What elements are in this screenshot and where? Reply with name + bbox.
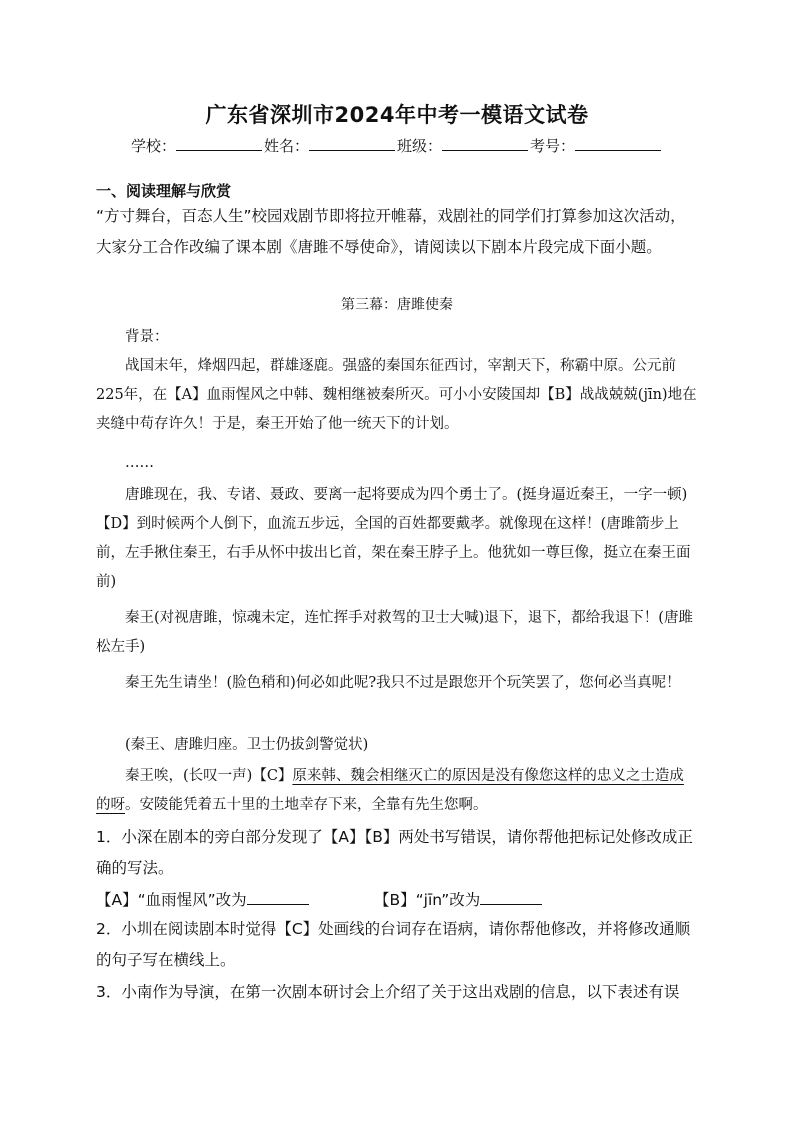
script-ellipsis: …… (125, 455, 154, 471)
question-3: 3．小南作为导演，在第一次剧本研讨会上介绍了关于这出戏剧的信息，以下表述有误 (96, 983, 680, 1001)
script-paragraph-4: (秦王、唐雎归座。卫士仍拔剑警觉状) (125, 737, 369, 753)
script-paragraph-3: 秦王先生请坐！(脸色稍和)何必如此呢?我只不过是跟您开个玩笑罢了，您何必当真呢！ (125, 675, 681, 691)
school-blank[interactable] (176, 136, 262, 151)
section-heading: 一、阅读理解与欣赏 (96, 182, 232, 200)
p5-pre: 秦王唉，(长叹一声)【C】 (125, 768, 293, 784)
script-paragraph-5 (96, 762, 698, 820)
script-background-text: 战国末年，烽烟四起，群雄逐鹿。强盛的秦国东征西讨，宰割天下，称霸中原。公元前225年，在【A】血雨惺风之中韩、魏相继被秦所灭。可小小安陵国却【B】战战兢兢(jīn)地在夹缝中苟存许久！于是，秦王开始了他一统天下的计划。 (96, 358, 697, 432)
underlined-sentence-c: 原来韩、魏会相继灭亡的原因是没有像您这样的忠义之 (292, 768, 641, 784)
act-title: 第三幕：唐雎使秦 (341, 297, 453, 313)
class-label: 班级： (397, 137, 443, 155)
name-label: 姓名： (263, 137, 309, 155)
q1-b-blank[interactable] (480, 890, 542, 905)
p5-post: 。安陵能凭着五十里的土地幸存下来，全靠有先生您啊。 (125, 797, 488, 813)
script-paragraph-1: 唐雎现在，我、专诸、聂政、要离一起将要成为四个勇士了。(挺身逼近秦王，一字一顿)【D】到时候两个人倒下，血流五步远，全国的百姓都要戴孝。就像现在这样！(唐雎箭步上前，左手揪住秦王，右手从怀中拔出匕首，架在秦王脖子上。他犹如一尊巨像，挺立在秦王面前) (96, 487, 691, 590)
name-blank[interactable] (309, 136, 395, 151)
q1-a-label: 【A】“血雨惺风”改为 (96, 891, 247, 909)
q1-b-label: 【B】“jīn”改为 (374, 891, 481, 909)
exam-title: 广东省深圳市2024年中考一模语文试卷 (205, 103, 589, 127)
script-paragraph-2: 秦王(对视唐雎，惊魂未定，连忙挥手对救驾的卫士大喊)退下，退下，都给我退下！(唐雎松左手) (96, 610, 693, 655)
intro-paragraph: “方寸舞台，百态人生”校园戏剧节即将拉开帷幕，戏剧社的同学们打算参加这次活动，大家分工合作改编了课本剧《唐雎不辱使命》，请阅读以下剧本片段完成下面小题。 (96, 207, 686, 256)
question-2: 2．小圳在阅读剧本时觉得【C】处画线的台词存在语病，请你帮他修改，并将修改通顺的句子写在横线上。 (96, 920, 691, 969)
underlined-sentence-c-end: 士造成的呀 (96, 768, 684, 813)
school-label: 学校： (130, 137, 176, 155)
class-blank[interactable] (442, 136, 528, 151)
q1-a-blank[interactable] (247, 890, 309, 905)
student-info-row (0, 135, 794, 156)
bg-label: 背景： (125, 329, 169, 345)
question-1-answer-a (96, 888, 309, 910)
exam-no-blank[interactable] (575, 136, 661, 151)
exam-no-label: 考号： (530, 137, 576, 155)
question-1-answer-b (374, 888, 542, 910)
question-1: 1．小深在剧本的旁白部分发现了【A】【B】两处书写错误，请你帮他把标记处修改成正确的写法。 (96, 828, 693, 877)
script-background-label (96, 323, 698, 352)
